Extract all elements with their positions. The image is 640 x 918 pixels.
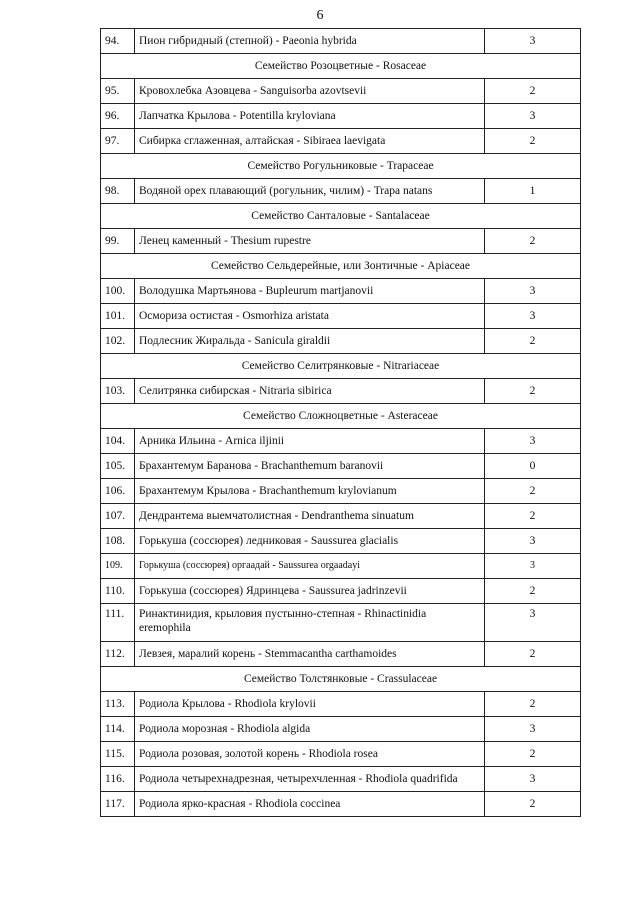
species-name: Арника Ильина - Arnica iljinii bbox=[135, 429, 485, 454]
page-number: 6 bbox=[316, 8, 324, 23]
species-name: Родиола розовая, золотой корень - Rhodiola rosea bbox=[135, 742, 485, 767]
species-name: Родиола морозная - Rhodiola algida bbox=[135, 717, 485, 742]
species-number: 99. bbox=[101, 229, 135, 254]
table-row bbox=[101, 579, 581, 604]
rarity-category: 3 bbox=[485, 429, 581, 454]
table-row bbox=[101, 179, 581, 204]
table-row bbox=[101, 379, 581, 404]
species-number: 113. bbox=[101, 692, 135, 717]
family-header: Семейство Рогульниковые - Trapaceae bbox=[101, 154, 581, 179]
species-number: 117. bbox=[101, 792, 135, 817]
species-name-line-2: eremophila bbox=[139, 622, 191, 634]
species-name: Дендрантема выемчатолистная - Dendranthema sinuatum bbox=[135, 504, 485, 529]
species-name: Кровохлебка Азовцева - Sanguisorba azovtsevii bbox=[135, 79, 485, 104]
family-header: Семейство Сельдерейные, или Зонтичные - Apiaceae bbox=[101, 254, 581, 279]
species-name: Брахантемум Баранова - Brachanthemum baranovii bbox=[135, 454, 485, 479]
species-name: Горькуша (соссюрея) Ядринцева - Saussurea jadrinzevii bbox=[135, 579, 485, 604]
table-row bbox=[101, 504, 581, 529]
species-number: 103. bbox=[101, 379, 135, 404]
species-number: 105. bbox=[101, 454, 135, 479]
species-number: 114. bbox=[101, 717, 135, 742]
rarity-category: 3 bbox=[485, 554, 581, 579]
table-row bbox=[101, 554, 581, 579]
table-row bbox=[101, 429, 581, 454]
rarity-category: 3 bbox=[485, 604, 581, 642]
table-row bbox=[101, 792, 581, 817]
family-header: Семейство Розоцветные - Rosaceae bbox=[101, 54, 581, 79]
species-number: 110. bbox=[101, 579, 135, 604]
rarity-category: 2 bbox=[485, 642, 581, 667]
rarity-category: 2 bbox=[485, 692, 581, 717]
table-row bbox=[101, 529, 581, 554]
rarity-category: 3 bbox=[485, 279, 581, 304]
table-row bbox=[101, 717, 581, 742]
rarity-category: 3 bbox=[485, 529, 581, 554]
family-header: Семейство Селитрянковые - Nitrariaceae bbox=[101, 354, 581, 379]
species-name: Селитрянка сибирская - Nitraria sibirica bbox=[135, 379, 485, 404]
table-row bbox=[101, 329, 581, 354]
species-name: Горькуша (соссюрея) ледниковая - Saussurea glacialis bbox=[135, 529, 485, 554]
species-name: Пион гибридный (степной) - Paeonia hybrida bbox=[135, 29, 485, 54]
family-header-row bbox=[101, 204, 581, 229]
species-number: 95. bbox=[101, 79, 135, 104]
table-row bbox=[101, 104, 581, 129]
species-number: 112. bbox=[101, 642, 135, 667]
species-number: 116. bbox=[101, 767, 135, 792]
table-row bbox=[101, 479, 581, 504]
rarity-category: 2 bbox=[485, 79, 581, 104]
table-row bbox=[101, 742, 581, 767]
species-number: 97. bbox=[101, 129, 135, 154]
table-row bbox=[101, 642, 581, 667]
species-name: Подлесник Жиральда - Sanicula giraldii bbox=[135, 329, 485, 354]
species-number: 107. bbox=[101, 504, 135, 529]
rarity-category: 3 bbox=[485, 717, 581, 742]
species-name: Родиола четырехнадрезная, четырехчленная - Rhodiola quadrifida bbox=[135, 767, 485, 792]
species-name: Левзея, маралий корень - Stemmacantha carthamoides bbox=[135, 642, 485, 667]
species-number: 108. bbox=[101, 529, 135, 554]
rarity-category: 3 bbox=[485, 29, 581, 54]
species-name bbox=[135, 604, 485, 642]
family-header: Семейство Сложноцветные - Asteraceae bbox=[101, 404, 581, 429]
family-header-row bbox=[101, 154, 581, 179]
table-row bbox=[101, 304, 581, 329]
family-header-row bbox=[101, 354, 581, 379]
species-number: 111. bbox=[101, 604, 135, 642]
species-number: 104. bbox=[101, 429, 135, 454]
family-header-row bbox=[101, 667, 581, 692]
species-number: 101. bbox=[101, 304, 135, 329]
rarity-category: 2 bbox=[485, 742, 581, 767]
species-name: Брахантемум Крылова - Brachanthemum krylovianum bbox=[135, 479, 485, 504]
table-row bbox=[101, 79, 581, 104]
species-name: Родиола ярко-красная - Rhodiola coccinea bbox=[135, 792, 485, 817]
rarity-category: 3 bbox=[485, 304, 581, 329]
species-name: Водяной орех плавающий (рогульник, чилим) - Trapa natans bbox=[135, 179, 485, 204]
family-header-row bbox=[101, 254, 581, 279]
species-number: 106. bbox=[101, 479, 135, 504]
rarity-category: 1 bbox=[485, 179, 581, 204]
species-name: Лапчатка Крылова - Potentilla kryloviana bbox=[135, 104, 485, 129]
rarity-category: 2 bbox=[485, 229, 581, 254]
rarity-category: 3 bbox=[485, 767, 581, 792]
table-row bbox=[101, 767, 581, 792]
table-row bbox=[101, 454, 581, 479]
species-number: 109. bbox=[101, 554, 135, 579]
species-name-line-1: Ринактинидия, крыловия пустынно-степная - Rhinactinidia bbox=[139, 608, 427, 620]
species-name: Родиола Крылова - Rhodiola krylovii bbox=[135, 692, 485, 717]
species-number: 102. bbox=[101, 329, 135, 354]
species-name: Ленец каменный - Thesium rupestre bbox=[135, 229, 485, 254]
rarity-category: 2 bbox=[485, 479, 581, 504]
rarity-category: 0 bbox=[485, 454, 581, 479]
species-name: Горькуша (соссюрея) оргаадай - Saussurea orgaadayi bbox=[135, 554, 485, 579]
rarity-category: 2 bbox=[485, 329, 581, 354]
species-name: Осмориза остистая - Osmorhiza aristata bbox=[135, 304, 485, 329]
table-row bbox=[101, 692, 581, 717]
species-name: Сибирка сглаженная, алтайская - Sibiraea laevigata bbox=[135, 129, 485, 154]
table-row bbox=[101, 279, 581, 304]
rarity-category: 2 bbox=[485, 579, 581, 604]
rarity-category: 2 bbox=[485, 792, 581, 817]
species-number: 96. bbox=[101, 104, 135, 129]
species-number: 98. bbox=[101, 179, 135, 204]
table-row bbox=[101, 604, 581, 642]
family-header: Семейство Толстянковые - Crassulaceae bbox=[101, 667, 581, 692]
species-name: Володушка Мартьянова - Bupleurum martjanovii bbox=[135, 279, 485, 304]
family-header-row bbox=[101, 54, 581, 79]
species-number: 115. bbox=[101, 742, 135, 767]
rarity-category: 2 bbox=[485, 379, 581, 404]
family-header: Семейство Санталовые - Santalaceae bbox=[101, 204, 581, 229]
table-body bbox=[101, 29, 581, 817]
family-header-row bbox=[101, 404, 581, 429]
species-number: 94. bbox=[101, 29, 135, 54]
rarity-category: 2 bbox=[485, 129, 581, 154]
table-row bbox=[101, 229, 581, 254]
rarity-category: 3 bbox=[485, 104, 581, 129]
rarity-category: 2 bbox=[485, 504, 581, 529]
species-table bbox=[100, 28, 581, 817]
table-row bbox=[101, 129, 581, 154]
table-row bbox=[101, 29, 581, 54]
species-number: 100. bbox=[101, 279, 135, 304]
